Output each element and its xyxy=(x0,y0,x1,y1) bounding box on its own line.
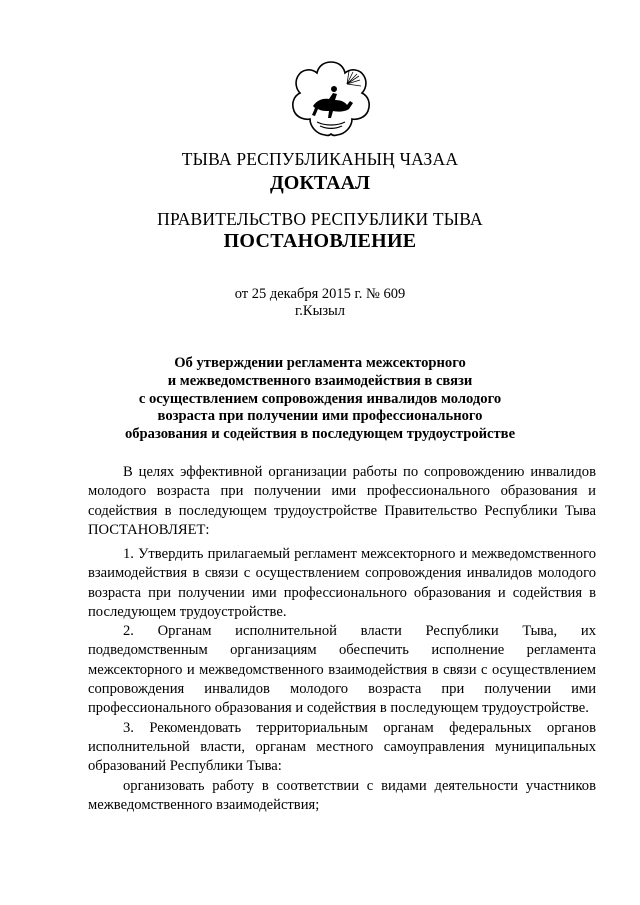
title-line: возраста при получении ими профессионального xyxy=(157,408,483,425)
title-line: Об утверждении регламента межсекторного xyxy=(174,355,466,371)
paragraph-3-sub: организовать работу в соответствии с видами деятельности участников межведомственного взаимодействия; xyxy=(88,777,596,813)
header-tuvan-government: ТЫВА РЕСПУБЛИКАНЫҢ ЧАЗАА xyxy=(181,149,459,169)
republic-of-tuva-emblem-icon xyxy=(287,56,375,144)
paragraph-3: 3. Рекомендовать территориальным органам федеральных органов исполнительной власти, органам местного самоуправления муниципальных образований Республики Тыва: xyxy=(88,719,596,775)
preamble-block xyxy=(88,463,596,540)
header-russian-doc-type: ПОСТАНОВЛЕНИЕ xyxy=(223,230,417,252)
document-city: г.Кызыл xyxy=(294,303,346,319)
preamble-paragraph: В целях эффективной организации работы по сопровождению инвалидов молодого возраста при получении ими профессионального образования и содействия в последующем трудоустройстве Правительство Республики Тыва ПОСТАНОВЛЯЕТ: xyxy=(88,464,596,538)
title-line: образования и содействия в последующем трудоустройстве xyxy=(124,426,516,443)
paragraph-1: 1. Утвердить прилагаемый регламент межсекторного и межведомственного взаимодействия в связи с осуществлением сопровождения инвалидов молодого возраста при получении ими профессионального образования и содействия в последующем трудоустройстве. xyxy=(88,546,596,620)
header-tuvan-doc-type: ДОКТААЛ xyxy=(270,172,370,194)
resolution-body xyxy=(88,545,596,815)
document-date-number: от 25 декабря 2015 г. № 609 xyxy=(234,286,406,302)
title-line: с осуществлением сопровождения инвалидов молодого xyxy=(138,390,502,407)
title-line: и межведомственного взаимодействия в связи xyxy=(167,372,473,389)
paragraph-2: 2. Органам исполнительной власти Республики Тыва, их подведомственным организациям обеспечить исполнение регламента межсекторного и межведомственного взаимодействия в связи с осуществлением сопровождения инвалидов молодого возраста при получении ими профессионального образования и содействия в последующем трудоустройстве. xyxy=(88,623,596,717)
header-russian-government: ПРАВИТЕЛЬСТВО РЕСПУБЛИКИ ТЫВА xyxy=(157,209,483,229)
document-title xyxy=(0,355,640,444)
